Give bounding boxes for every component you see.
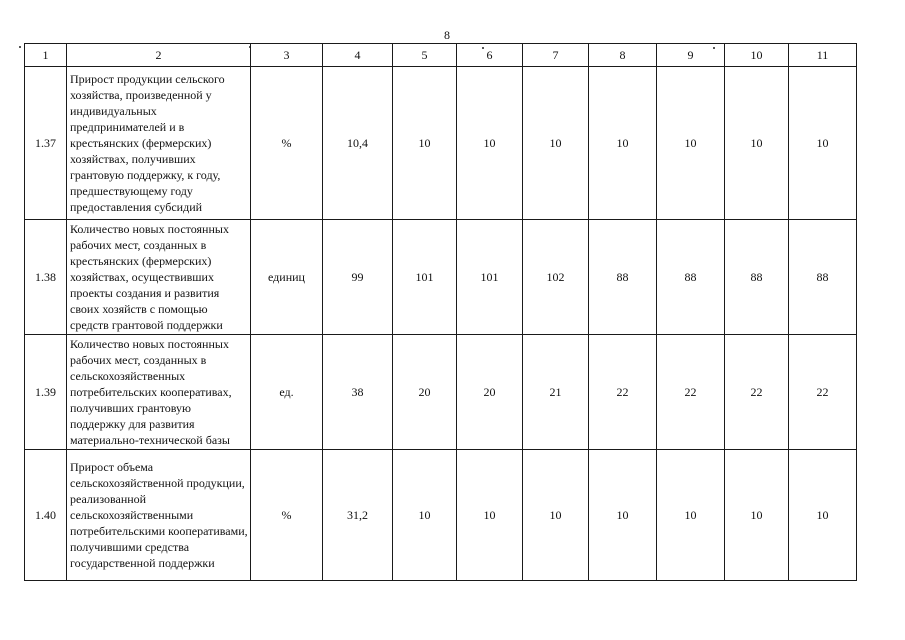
- row-value: 101: [393, 220, 457, 335]
- column-header: 5: [393, 44, 457, 67]
- column-header: 8: [589, 44, 657, 67]
- column-header: 3: [251, 44, 323, 67]
- row-value: 10: [523, 67, 589, 220]
- row-value: 10: [657, 67, 725, 220]
- row-index: 1.40: [25, 450, 67, 581]
- row-value: 10: [393, 450, 457, 581]
- row-description: Количество новых постоянных рабочих мест, созданных в сельскохозяйственных потребительских кооперативах, получивших грантовую поддержку для развития материально-технической базы: [67, 335, 251, 450]
- row-value: 22: [725, 335, 789, 450]
- row-value: 101: [457, 220, 523, 335]
- row-value: 10: [725, 450, 789, 581]
- row-value: 10: [457, 450, 523, 581]
- row-value: 10: [589, 450, 657, 581]
- table-row: [25, 67, 857, 220]
- row-value: 10: [789, 67, 857, 220]
- row-value: 10: [457, 67, 523, 220]
- row-unit: единиц: [251, 220, 323, 335]
- table-row: [25, 220, 857, 335]
- row-unit: ед.: [251, 335, 323, 450]
- row-value: 88: [725, 220, 789, 335]
- table-row: [25, 450, 857, 581]
- row-value: 88: [657, 220, 725, 335]
- row-description: Прирост объема сельскохозяйственной продукции, реализованной сельскохозяйственными потребительскими кооперативами, получившими средства государственной поддержки: [67, 450, 251, 581]
- row-value: 20: [457, 335, 523, 450]
- row-value: 10: [789, 450, 857, 581]
- row-value: 10: [393, 67, 457, 220]
- row-unit: %: [251, 450, 323, 581]
- row-index: 1.39: [25, 335, 67, 450]
- row-value: 22: [589, 335, 657, 450]
- row-value: 10,4: [323, 67, 393, 220]
- row-value: 102: [523, 220, 589, 335]
- column-header: 2: [67, 44, 251, 67]
- row-value: 10: [725, 67, 789, 220]
- row-value: 88: [789, 220, 857, 335]
- table-row: [25, 335, 857, 450]
- column-header: 9: [657, 44, 725, 67]
- column-header: 6: [457, 44, 523, 67]
- row-value: 38: [323, 335, 393, 450]
- row-description: Количество новых постоянных рабочих мест, созданных в крестьянских (фермерских) хозяйствах, осуществивших проекты создания и развития своих хозяйств с помощью средств грантовой поддержки: [67, 220, 251, 335]
- row-value: 20: [393, 335, 457, 450]
- header-row: [25, 44, 857, 67]
- page-number: 8: [444, 28, 450, 42]
- row-value: 21: [523, 335, 589, 450]
- indicators-table: [24, 43, 857, 581]
- row-value: 10: [657, 450, 725, 581]
- row-index: 1.38: [25, 220, 67, 335]
- column-header: 7: [523, 44, 589, 67]
- row-value: 22: [789, 335, 857, 450]
- scan-speck: [19, 46, 21, 48]
- row-value: 10: [589, 67, 657, 220]
- row-value: 22: [657, 335, 725, 450]
- row-value: 31,2: [323, 450, 393, 581]
- row-unit: %: [251, 67, 323, 220]
- column-header: 4: [323, 44, 393, 67]
- column-header: 1: [25, 44, 67, 67]
- row-value: 10: [523, 450, 589, 581]
- column-header: 10: [725, 44, 789, 67]
- row-value: 88: [589, 220, 657, 335]
- row-description: Прирост продукции сельского хозяйства, произведенной у индивидуальных предпринимателей и в крестьянских (фермерских) хозяйствах, получивших грантовую поддержку, к году, предшествующему году предоставления субсидий: [67, 67, 251, 220]
- row-value: 99: [323, 220, 393, 335]
- row-index: 1.37: [25, 67, 67, 220]
- column-header: 11: [789, 44, 857, 67]
